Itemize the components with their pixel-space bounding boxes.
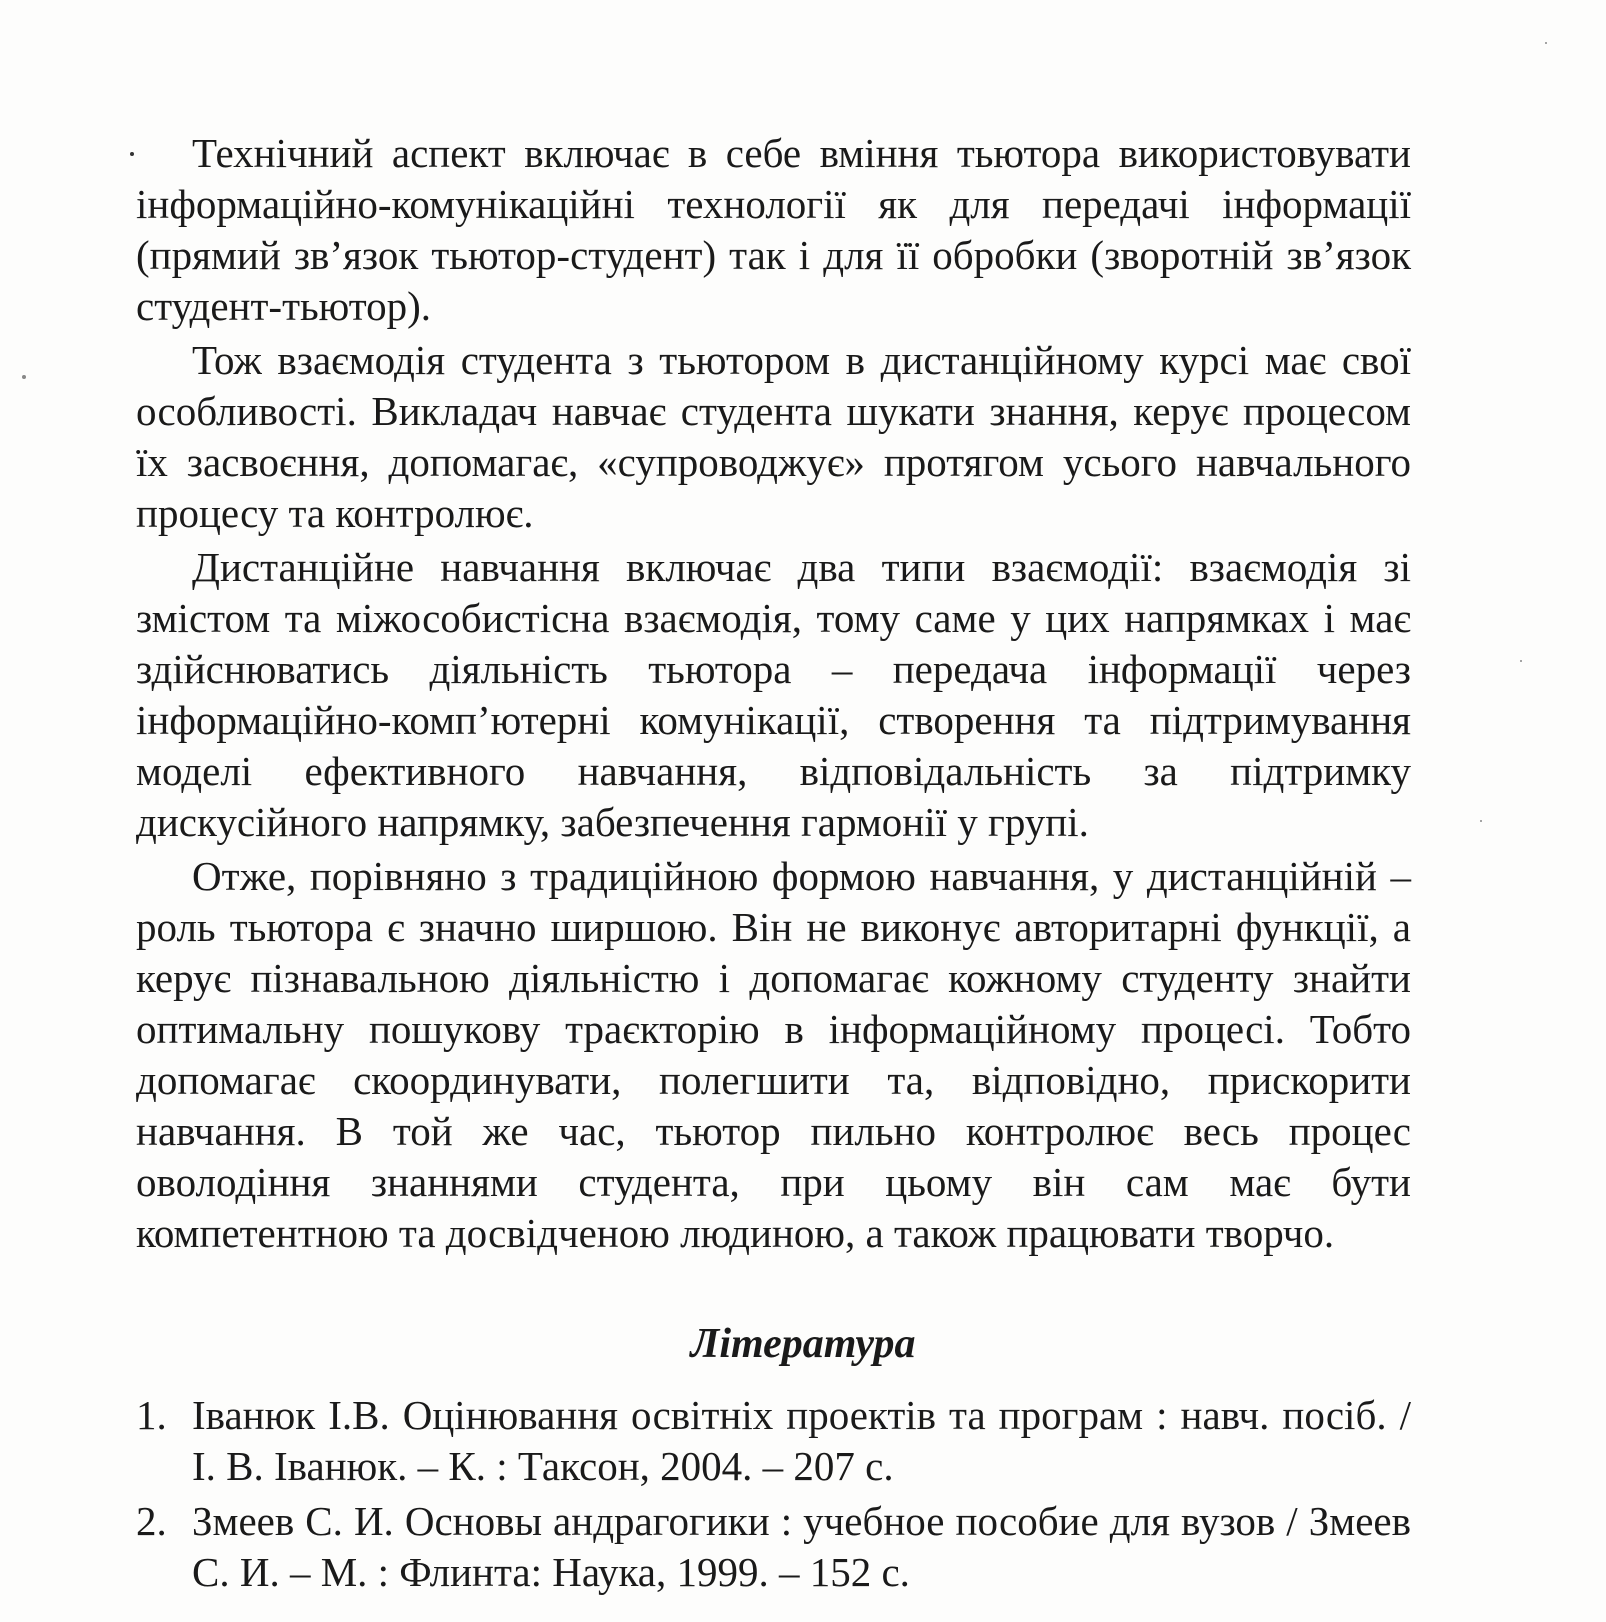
paragraph: Дистанційне навчання включає два типи взаємодії: взаємодія зі змістом та міжособистісна взаємодія, тому саме у цих напрямках і має здійснюватись діяльність тьютора – передача інформації через інформаційно-комп’ютерні комунікації, створення та підтримування моделі ефективного навчання, відповідальність за підтримку дискусійного напрямку, забезпечення гармонії у групі. (136, 544, 1411, 845)
literature-item (136, 1390, 1411, 1492)
scan-speck (1545, 42, 1547, 44)
literature-item-number: 1. (136, 1392, 167, 1438)
paragraph: Отже, порівняно з традиційною формою навчання, у дистанційній – роль тьютора є значно ширшою. Він не виконує авторитарні функції, а керує пізнавальною діяльністю і допомагає кожному студенту знайти оптимальну пошукову траєкторію в інформаційному процесі. Тобто допомагає скоординувати, полегшити та, відповідно, прискорити навчання. В той же час, тьютор пильно контролює весь процес оволодіння знаннями студента, при цьому він сам має бути компетентною та досвідченою людиною, а також працювати творчо. (136, 853, 1411, 1256)
paragraph: Тож взаємодія студента з тьютором в дистанційному курсі має свої особливості. Викладач навчає студента шукати знання, керує процесом їх засвоєння, допомагає, «супроводжує» протягом усього навчального процесу та контролює. (136, 337, 1411, 536)
literature-list (136, 1390, 1411, 1602)
literature-item-text: Змеев С. И. Основы андрагогики : учебное пособие для вузов / Змеев С. И. – М. : Флинта: Наука, 1999. – 152 с. (192, 1498, 1411, 1595)
scan-speck (1520, 660, 1522, 662)
scan-speck (1480, 820, 1482, 822)
literature-item-number: 2. (136, 1498, 167, 1544)
scan-dot (130, 152, 134, 156)
paragraph: Технічний аспект включає в себе вміння тьютора використовувати інформаційно-комунікаційні технології як для передачі інформації (прямий зв’язок тьютор-студент) так і для її обробки (зворотній зв’язок студент-тьютор). (136, 130, 1411, 329)
body-text (136, 128, 1411, 1262)
literature-item-text: Іванюк І.В. Оцінювання освітніх проектів та програм : навч. посіб. / І. В. Іванюк. – К. : Таксон, 2004. – 207 с. (192, 1392, 1411, 1489)
scan-speck (22, 375, 26, 379)
literature-item (136, 1496, 1411, 1598)
literature-heading: Література (690, 1321, 916, 1367)
